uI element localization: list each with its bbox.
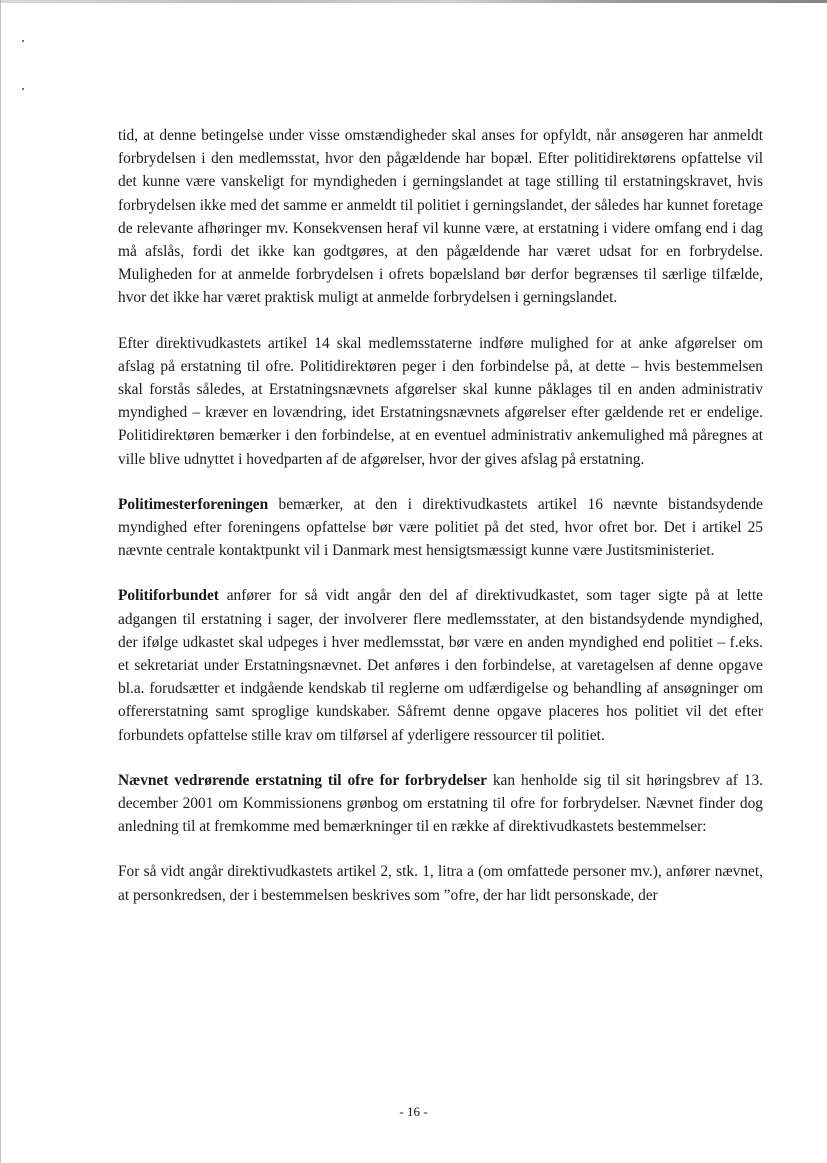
paragraph-lead: Nævnet vedrørende erstatning til ofre for forbrydelser	[118, 771, 487, 789]
scan-speck	[22, 88, 24, 90]
paragraph	[118, 332, 763, 471]
paragraph-lead: Politimesterforeningen	[118, 495, 269, 513]
document-body	[118, 124, 763, 929]
paragraph-lead: Politiforbundet	[118, 587, 219, 605]
scan-speck	[22, 40, 24, 42]
paragraph-text: Efter direktivudkastets artikel 14 skal medlemsstaterne indføre mulighed for at anke afgørelser om afslag på erstatning til ofre. Politidirektøren peger i den forbindelse på, at dette – hvis bestemmelsen skal forstås således, at Erstatningsnævnets afgørelser skal kunne påklages til en anden administrativ myndighed – kræver en lovændring, idet Erstatningsnævnets afgørelser efter gældende ret er endelige. Politidirektøren bemærker i den forbindelse, at en eventuel administrativ ankemulighed må påregnes at ville blive udnyttet i hovedparten af de afgørelser, hvor der gives afslag på erstatning.	[118, 334, 763, 468]
paragraph-text: bemærker, at den i direktivudkastets artikel 16 nævnte bistandsydende myndighed efter foreningens opfattelse bør være politiet på det sted, hvor ofret bor. Det i artikel 25 nævnte centrale kontaktpunkt vil i Danmark mest hensigtsmæssigt kunne være Justitsministeriet.	[118, 495, 763, 560]
paragraph	[118, 769, 763, 839]
scan-edge-top	[0, 0, 827, 3]
paragraph-text: For så vidt angår direktivudkastets artikel 2, stk. 1, litra a (om omfattede personer mv.), anfører nævnet, at personkredsen, der i bestemmelsen beskrives som ”ofre, der har lidt personskade, der	[118, 863, 763, 904]
paragraph	[118, 124, 763, 310]
paragraph-text: tid, at denne betingelse under visse omstændigheder skal anses for opfyldt, når ansøgeren har anmeldt forbrydelsen i den medlemsstat, hvor den pågældende har bopæl. Efter politidirektørens opfattelse vil det kunne være vanskeligt for myndigheden i gerningslandet at tage stilling til erstatningskravet, hvis forbrydelsen ikke med det samme er anmeldt til politiet i gerningslandet, der således har kunnet foretage de relevante afhøringer mv. Konsekvensen heraf vil kunne være, at erstatning i videre omfang end i dag må afslås, fordi det ikke kan godtgøres, at den pågældende har været udsat for en forbrydelse. Muligheden for at anmelde forbrydelsen i ofrets bopælsland bør derfor begrænses til særlige tilfælde, hvor det ikke har været praktisk muligt at anmelde forbrydelsen i gerningslandet.	[118, 127, 763, 307]
paragraph-text: kan henholde sig til sit høringsbrev af 13. december 2001 om Kommissionens grønbog om erstatning til ofre for forbrydelser. Nævnet finder dog anledning til at fremkomme med bemærkninger til en række af direktivudkastets bestemmelser:	[118, 771, 763, 836]
paragraph	[118, 584, 763, 746]
page-number: - 16 -	[399, 1104, 428, 1119]
paragraph-text: anfører for så vidt angår den del af direktivudkastet, som tager sigte på at lette adgangen til erstatning i sager, der involverer flere medlemsstater, at den bistandsydende myndighed, der ifølge udkastet skal udpeges i hver medlemsstat, bør være en anden myndighed end politiet – f.eks. et sekretariat under Erstatningsnævnet. Det anføres i den forbindelse, at varetagelsen af denne opgave bl.a. forudsætter et indgående kendskab til reglerne om udfærdigelse og behandling af ansøgninger om offererstatning samt sproglige kundskaber. Såfremt denne opgave placeres hos politiet vil det efter forbundets opfattelse stille krav om tilførsel af yderligere ressourcer til politiet.	[118, 587, 763, 744]
paragraph	[118, 493, 763, 563]
scan-edge-left	[0, 0, 1, 1163]
paragraph	[118, 860, 763, 906]
